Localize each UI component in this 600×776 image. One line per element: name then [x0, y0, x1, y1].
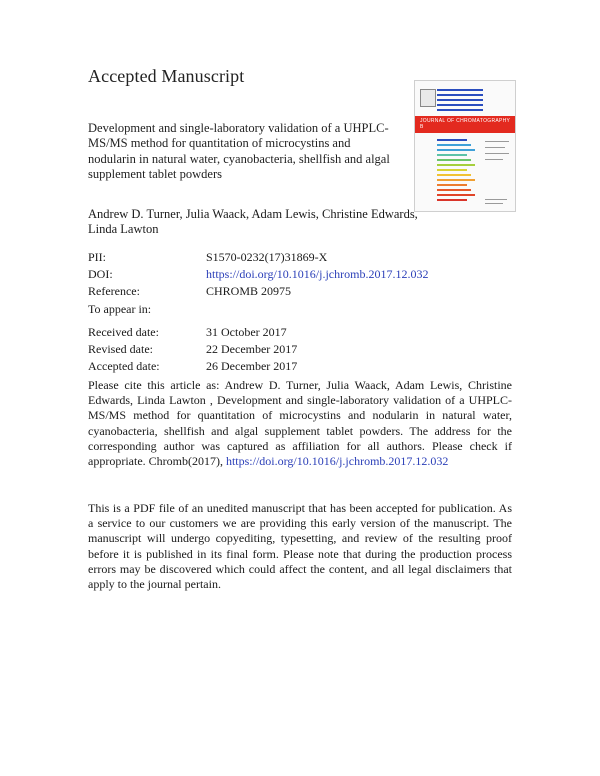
publisher-logo-icon [420, 89, 436, 107]
cover-stripe [437, 149, 475, 151]
cover-stripe [437, 144, 471, 146]
cover-stripe [437, 189, 471, 191]
journal-cover-image [414, 80, 516, 212]
cover-stripe [437, 169, 467, 171]
cover-line [437, 109, 483, 111]
cover-side-line [485, 199, 507, 200]
cover-line [437, 89, 483, 91]
cover-stripe [437, 154, 467, 156]
cover-stripe [437, 179, 475, 181]
cover-title-band [415, 116, 515, 133]
revised-label: Revised date: [88, 342, 153, 356]
cover-journal-name: JOURNAL OF CHROMATOGRAPHY B [420, 118, 511, 130]
cover-stripe [437, 164, 475, 166]
reference-label: Reference: [88, 284, 140, 298]
accepted-value: 26 December 2017 [206, 359, 298, 373]
cover-stripe [437, 184, 467, 186]
cover-stripe [437, 139, 467, 141]
cover-side-line [485, 153, 509, 154]
citation-doi-link[interactable]: https://doi.org/10.1016/j.jchromb.2017.12.032 [225, 454, 449, 469]
author-list: Andrew D. Turner, Julia Waack, Adam Lewis, Christine Edwards, Linda Lawton [88, 207, 418, 237]
manuscript-notice: This is a PDF file of an unedited manuscript that has been accepted for publication. As a service to our customers we are providing this early version of the manuscript. The manuscript will undergo copyediting, typesetting, and review of the resulting proof before it is published in its final form. Please note that during the production process errors may be discovered which could affect the content, and all legal disclaimers that apply to the journal pertain. [88, 501, 512, 592]
page-heading: Accepted Manuscript [88, 66, 245, 86]
cover-side-line [485, 141, 509, 142]
cover-side-line [485, 159, 503, 160]
cover-line [437, 94, 483, 96]
cover-line [437, 99, 483, 101]
received-value: 31 October 2017 [206, 325, 287, 339]
received-label: Received date: [88, 325, 159, 339]
revised-value: 22 December 2017 [206, 342, 298, 356]
citation-text: Please cite this article as: Andrew D. Turner, Julia Waack, Adam Lewis, Christine Edwards, Linda Lawton , Development and single-laboratory validation of a UHPLC-MS/MS method for quantitation of microcystins and nodularin in natural water, cyanobacteria, shellfish and algal supplement tablet powders. The address for the corresponding author was captured as affiliation for all authors. Please check if appropriate. Chromb(2017), [88, 378, 512, 469]
cover-side-line [485, 203, 503, 204]
to-appear-label: To appear in: [88, 302, 152, 316]
cover-stripe [437, 199, 467, 201]
cover-stripe [437, 194, 475, 196]
cover-stripe [437, 159, 471, 161]
cover-stripe [437, 174, 471, 176]
cover-line [437, 104, 483, 106]
reference-value: CHROMB 20975 [206, 284, 292, 298]
pii-value: S1570-0232(17)31869-X [206, 250, 328, 264]
pii-label: PII: [88, 250, 106, 264]
article-title: Development and single-laboratory validation of a UHPLC-MS/MS method for quantitation of microcystins and nodularin in natural water, cyanobacteria, shellfish and algal supplement tablet powders [88, 121, 390, 182]
citation-paragraph [88, 378, 512, 469]
doi-link[interactable]: https://doi.org/10.1016/j.jchromb.2017.12.032 [206, 267, 429, 281]
doi-label: DOI: [88, 267, 113, 281]
cover-side-line [485, 147, 505, 148]
accepted-label: Accepted date: [88, 359, 160, 373]
